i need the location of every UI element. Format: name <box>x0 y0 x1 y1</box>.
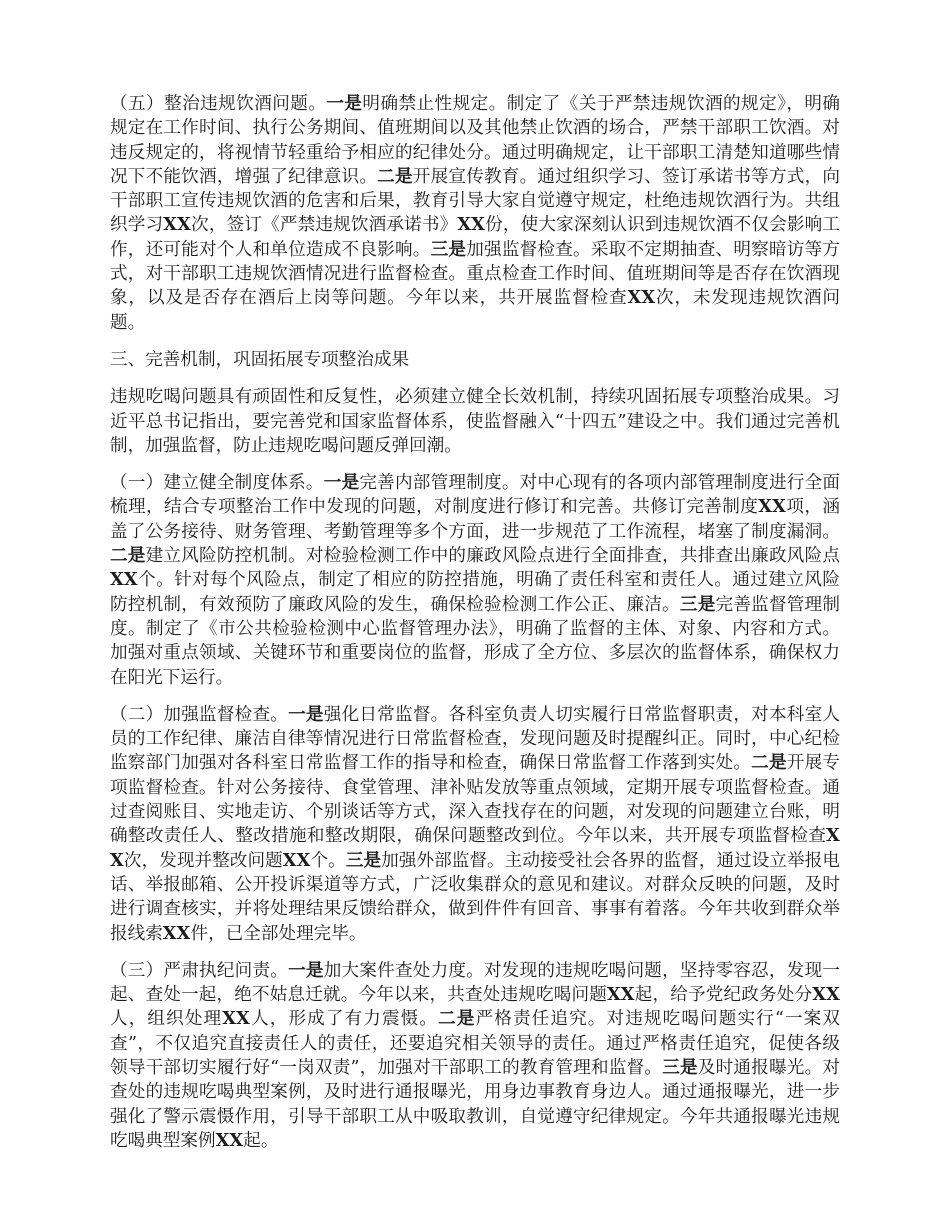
text-run: 次，未发现违规饮酒问题。 <box>110 288 840 333</box>
placeholder-number: XX <box>215 1129 244 1151</box>
text-run: 加大案件查处力度。对发现的违规吃喝问题，坚持零容忍，发现一起、查处一起，绝不姑息迁就。今年以来，共查处违规吃喝问题 <box>110 960 840 1006</box>
text-run: （一）建立健全制度体系。 <box>110 473 324 494</box>
text-run: （五）整治违规饮酒问题。 <box>110 94 327 114</box>
body-paragraph <box>110 92 840 335</box>
body-paragraph <box>110 385 840 458</box>
text-run: 人，形成了有力震慑。 <box>249 1009 439 1030</box>
text-run: 建立风险防控机制。对检验检测工作中的廉政风险点进行全面排查，共排查出廉政风险点 <box>145 546 840 567</box>
placeholder-number: XX <box>163 214 191 236</box>
emphasis-marker: 二是 <box>377 165 413 187</box>
placeholder-number: XX <box>758 496 786 518</box>
emphasis-marker: 一是 <box>288 959 324 981</box>
placeholder-number: XX <box>812 984 840 1006</box>
text-run: 次，发现并整改问题 <box>123 850 283 871</box>
placeholder-number: XX <box>627 287 656 309</box>
body-paragraph <box>110 471 840 690</box>
text-run: 个。针对每个风险点，制定了相应的防控措施，明确了责任科室和责任人。通过建立风险防控机制，有效预防了廉政风险的发生，确保检验检测工作公正、廉洁。 <box>110 570 840 615</box>
text-run: 份，使大家深刻认识到违规饮酒不仅会影响工作，还可能对个人和单位造成不良影响。 <box>110 215 840 260</box>
emphasis-marker: 二是 <box>110 545 146 567</box>
text-run: 起，给予党纪政务处分 <box>634 985 813 1006</box>
text-run: 明确禁止性规定。制定了《关于严禁违规饮酒的规定》，明确规定在工作时间、执行公务期间、值班期间以及其他禁止饮酒的场合，严禁干部职工饮酒。对违反规定的，将视情节轻重给予相应的纪律处分。通过明确规定，让干部职工清楚知道哪些情况下不能饮酒，增强了纪律意识。 <box>110 94 840 187</box>
text-run: （二）加强监督检查。 <box>110 704 289 725</box>
emphasis-marker: 三是 <box>662 1056 698 1078</box>
emphasis-marker: 二是 <box>751 752 787 774</box>
placeholder-number: XX <box>162 922 191 944</box>
document-body <box>110 92 840 1153</box>
emphasis-marker: 二是 <box>438 1008 476 1030</box>
section-heading: 三、完善机制，巩固拓展专项整治成果 <box>110 349 410 370</box>
text-run: 完善内部管理制度。对中心现有的各项内部管理制度进行全面梳理，结合专项整治工作中发现的问题，对制度进行修订和完善。共修订完善制度 <box>110 473 840 518</box>
placeholder-number: XX <box>282 849 311 871</box>
body-paragraph <box>110 959 840 1153</box>
text-run: 强化日常监督。各科室负责人切实履行日常监督职责，对本科室人员的工作纪律、廉洁自律等情况进行日常监督检查，发现问题及时提醒纠正。同时，中心纪检监察部门加强对各科室日常监督工作的指导和检查，确保日常监督工作落到实处。 <box>110 704 840 774</box>
text-run: 人，组织处理 <box>110 1009 223 1030</box>
text-run: （三）严肃执纪问责。 <box>110 960 289 981</box>
text-run: 次，签订《严禁违规饮酒承诺书》 <box>190 215 458 236</box>
text-run: 加强监督检查。采取不定期抽查、明察暗访等方式，对干部职工违规饮酒情况进行监督检查。重点检查工作时间、值班期间等是否存在饮酒现象，以及是否存在酒后上岗等问题。今年以来，共开展监督检查 <box>110 239 840 309</box>
emphasis-marker: 三是 <box>679 593 716 615</box>
text-run: 违规吃喝问题具有顽固性和反复性，必须建立健全长效机制，持续巩固拓展专项整治成果。习近平总书记指出，要完善党和国家监督体系，使监督融入“十四五”建设之中。我们通过完善机制，加强监督，防止违规吃喝问题反弹回潮。 <box>110 387 840 456</box>
body-paragraph <box>110 703 840 946</box>
emphasis-marker: 一是 <box>288 703 324 725</box>
placeholder-number: XX <box>606 984 635 1006</box>
text-run: 完善监督管理制度。制定了《市公共检验检测中心监督管理办法》，明确了监督的主体、对象、内容和方式。加强对重点领域、关键环节和重要岗位的监督，形成了全方位、多层次的监督体系，确保权力在阳光下运行。 <box>110 594 840 688</box>
text-run: 项，涵盖了公务接待、财务管理、考勤管理等多个方面，进一步规范了工作流程，堵塞了制度漏洞。 <box>110 497 840 542</box>
text-run: 开展专项监督检查。针对公务接待、食堂管理、津补贴发放等重点领域，定期开展专项监督检查。通过查阅账目、实地走访、个别谈话等方式，深入查找存在的问题，对发现的问题建立台账，明确整改责任人、整改措施和整改期限，确保问题整改到位。今年以来，共开展专项监督检查 <box>110 753 840 847</box>
text-run: 件，已全部处理完毕。 <box>190 923 367 944</box>
placeholder-number: XX <box>222 1008 250 1030</box>
emphasis-marker: 三是 <box>430 238 467 260</box>
text-run: 起。 <box>243 1130 279 1151</box>
text-run: 加强外部监督。主动接受社会各界的监督，通过设立举报电话、举报邮箱、公开投诉渠道等方式，广泛收集群众的意见和建议。对群众反映的问题，及时进行调查核实，并将处理结果反馈给群众，做到件件有回音、事事有着落。今年共收到群众举报线索 <box>110 850 840 944</box>
placeholder-number: XX <box>457 214 486 236</box>
text-run: 及时通报曝光。对查处的违规吃喝典型案例，及时进行通报曝光，用身边事教育身边人。通过通报曝光，进一步强化了警示震慑作用，引导干部职工从中吸取教训，自觉遵守纪律规定。今年共通报曝光违规吃喝典型案例 <box>110 1057 840 1151</box>
placeholder-number: XX <box>110 825 840 871</box>
emphasis-marker: 三是 <box>345 849 382 871</box>
text-run: 严格责任追究。对违规吃喝问题实行“一案双查”，不仅追究直接责任人的责任，还要追究相关领导的责任。通过严格责任追究，促使各级领导干部切实履行好“一岗双责”，加强对干部职工的教育管理和监督。 <box>110 1009 840 1078</box>
emphasis-marker: 一是 <box>326 93 363 114</box>
text-run: 开展宣传教育。通过组织学习、签订承诺书等方式，向干部职工宣传违规饮酒的危害和后果，教育引导大家自觉遵守规定，杜绝违规饮酒行为。共组织学习 <box>110 166 840 236</box>
text-run: 个。 <box>310 850 346 871</box>
emphasis-marker: 一是 <box>323 472 360 494</box>
placeholder-number: XX <box>110 569 138 591</box>
